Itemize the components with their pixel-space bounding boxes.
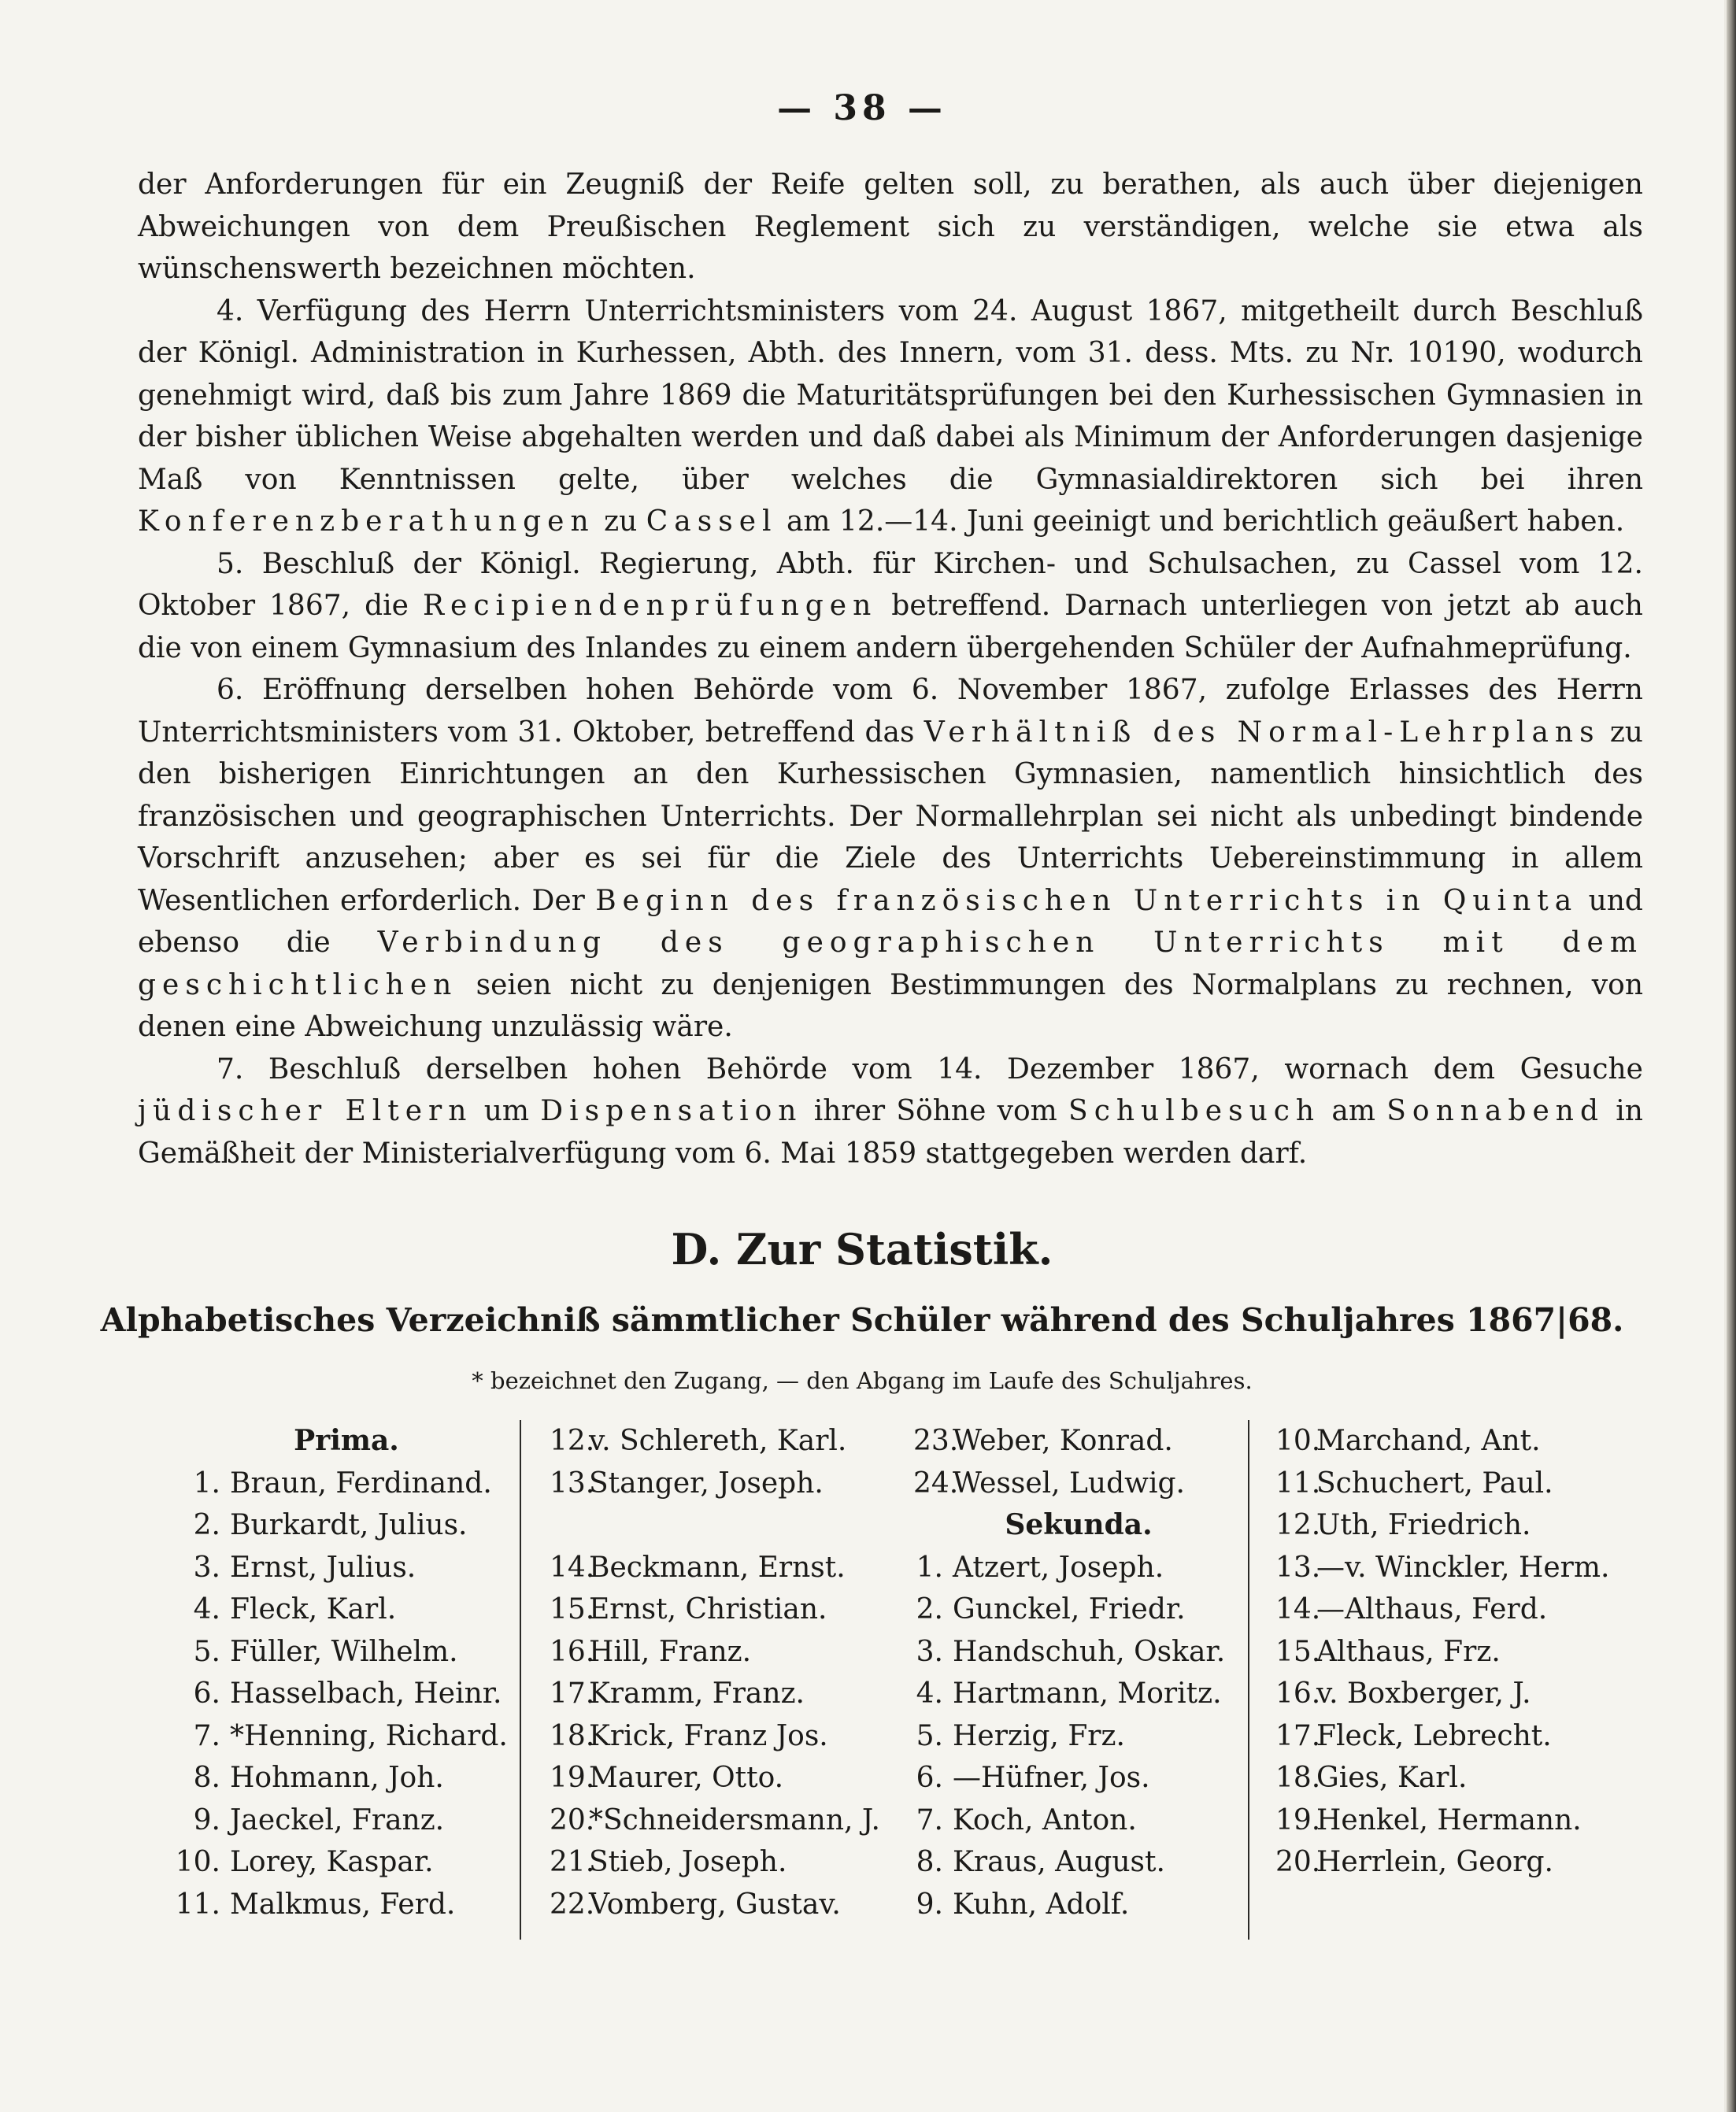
list-item [913,1673,1244,1715]
spaced-emphasis: Verhältniß des Normal-Lehrplans [924,716,1601,749]
student-name: Fleck, Lebrecht. [1316,1719,1552,1752]
text-run: ihrer Söhne vom [813,1095,1057,1127]
student-name: Malkmus, Ferd. [230,1888,456,1921]
list-item [173,1715,520,1758]
list-item [550,1589,880,1631]
roster-column-2 [550,1420,880,1925]
spaced-emphasis: Beginn des französischen Unterrichts in Quinta [595,884,1579,917]
student-name: Jaeckel, Franz. [230,1803,445,1836]
entry-number: 23. [913,1425,959,1457]
student-name: Kuhn, Adolf. [953,1888,1130,1921]
roster-column-4 [1275,1420,1669,1884]
entry-number: 6. [193,1677,220,1710]
student-name: Marchand, Ant. [1316,1425,1541,1457]
list-item [173,1504,520,1547]
text-run: und ebenso die [138,884,1643,959]
entry-number: 13. [1275,1551,1321,1584]
student-name: Kraus, August. [953,1846,1165,1878]
entry-number: 8. [916,1846,943,1878]
entry-number: 10. [1275,1425,1321,1457]
student-name: Krick, Franz Jos. [589,1719,828,1752]
entry-number: 14. [550,1551,595,1584]
student-name: Gunckel, Friedr. [953,1593,1186,1626]
student-name: Atzert, Joseph. [953,1551,1164,1584]
student-name: v. Boxberger, J. [1316,1677,1531,1710]
list-item [913,1420,1244,1463]
student-name: Herzig, Frz. [953,1719,1125,1752]
student-name: Schuchert, Paul. [1316,1467,1553,1500]
list-item [1275,1799,1669,1842]
text-run: um [483,1095,530,1127]
entry-number: 8. [193,1762,220,1794]
legend-footnote: * bezeichnet den Zugang, — den Abgang im Laufe des Schuljahres. [472,1367,1253,1394]
list-item [1275,1547,1669,1589]
student-name: Handschuh, Oskar. [953,1635,1226,1668]
entry-number: 15. [550,1593,595,1626]
spaced-emphasis: Cassel [646,505,778,538]
list-spacer [550,1504,880,1547]
entry-number: 18. [1275,1762,1321,1794]
text-run: am 12.—14. Juni geeinigt und berichtlich geäußert haben. [786,505,1625,538]
student-name: Ernst, Christian. [589,1593,827,1626]
list-item [550,1884,880,1926]
entry-number: 17. [550,1677,595,1710]
student-name: Maurer, Otto. [589,1762,784,1794]
text-run: 7. Beschluß derselben hohen Behörde vom 14. Dezember 1867, wornach dem Gesuche [217,1052,1643,1086]
student-name: Lorey, Kaspar. [230,1846,434,1878]
page-binding-edge [1727,0,1736,2112]
student-name: Beckmann, Ernst. [589,1551,846,1584]
text-run: 5. Beschluß der Königl. Regierung, Abth. für Kirchen- und Schulsachen, zu Cassel vom 12. Oktober 1867, die [138,547,1643,622]
text-run: in Gemäßheit der Ministerialverfügung vom 6. Mai 1859 stattgegeben werden darf. [138,1095,1643,1170]
roster-column-3 [913,1420,1244,1925]
spaced-emphasis: Sonnabend [1386,1095,1605,1127]
student-name: Hill, Franz. [589,1635,752,1668]
list-item [173,1589,520,1631]
text-run: am [1331,1095,1375,1127]
entry-number: 19. [550,1762,595,1794]
entry-number: 1. [193,1467,220,1500]
student-name: Koch, Anton. [953,1803,1137,1836]
entry-number: 3. [916,1635,943,1668]
entry-number: 5. [916,1719,943,1752]
list-item [173,1841,520,1884]
class-heading-sekunda: Sekunda. [1005,1508,1153,1541]
entry-number: 22. [550,1888,595,1921]
text-run: zu [604,505,638,538]
entry-number: 20. [1275,1846,1321,1878]
text-run: betreffend. Darnach unterliegen von jetzt ab auch die von einem Gymnasium des Inlandes zu einem andern übergehenden Schüler der Aufnahmeprüfung. [138,590,1643,664]
entry-number: 16. [550,1635,595,1668]
list-item [913,1715,1244,1758]
list-item [550,1631,880,1674]
list-item [1275,1631,1669,1674]
list-item [550,1799,880,1842]
student-name: Burkardt, Julius. [230,1509,468,1541]
spaced-emphasis: Konferenzberathungen [138,505,595,538]
list-item [173,1547,520,1589]
entry-number: 13. [550,1467,595,1500]
list-item [550,1547,880,1589]
student-name: Althaus, Frz. [1316,1635,1501,1668]
entry-number: 3. [193,1551,220,1584]
list-item [1275,1420,1669,1463]
entry-number: 11. [1275,1467,1321,1500]
column-divider [520,1420,521,1940]
text-run: 4. Verfügung des Herrn Unterrichtsministers vom 24. August 1867, mitgetheilt durch Beschluß der Königl. Administration in Kurhessen, Abth. des Innern, vom 31. dess. Mts. zu Nr. 10190, wodurch genehmigt wird, daß bis zum Jahre 1869 die Maturitätsprüfungen bei den Kurhessischen Gymnasien in der bisher üblichen Weise abgehalten werden und daß dabei als Minimum der Anforderungen dasjenige Maß von Kenntnissen gelte, über welches die Gymnasialdirektoren sich bei ihren [138,294,1643,496]
entry-number: 7. [193,1719,220,1752]
text-run: zu den bisherigen Einrichtungen an den Kurhessischen Gymnasien, namentlich hinsichtlich des französischen und geographischen Unterrichts. Der Normallehrplan sei nicht als unbedingt bindende Vorschrift anzusehen; aber es sei für die Ziele des Unterrichts Uebereinstimmung in allem Wesentlichen erforderlich. Der [138,716,1643,917]
entry-number: 16. [1275,1677,1321,1710]
entry-number: 18. [550,1719,595,1752]
spaced-emphasis: Recipiendenprüfungen [422,590,878,622]
student-name: Wessel, Ludwig. [953,1467,1185,1500]
student-name: *Henning, Richard. [230,1719,508,1752]
list-item [913,1884,1244,1926]
list-item [550,1420,880,1463]
list-item [550,1715,880,1758]
paragraph-continuation: der Anforderungen für ein Zeugniß der Reife gelten soll, zu berathen, als auch über diejenigen Abweichungen von dem Preußischen Reglement sich zu verständigen, welche sie etwa als wünschenswerth bezeichnen möchten. [138,168,1643,285]
list-item [550,1673,880,1715]
student-name: —v. Winckler, Herm. [1316,1551,1610,1584]
student-name: Uth, Friedrich. [1316,1509,1531,1541]
list-item [913,1757,1244,1799]
list-item [913,1841,1244,1884]
student-name: Henkel, Hermann. [1316,1803,1582,1836]
student-name: —Althaus, Ferd. [1316,1593,1548,1626]
student-name: Kramm, Franz. [589,1677,805,1710]
student-name: —Hüfner, Jos. [953,1762,1150,1794]
list-item [173,1463,520,1505]
entry-number: 17. [1275,1719,1321,1752]
list-item [913,1589,1244,1631]
list-heading: Alphabetisches Verzeichniß sämmtlicher Schüler während des Schuljahres 1867|68. [100,1301,1624,1339]
entry-number: 2. [916,1593,943,1626]
page-number: — 38 — [777,88,947,128]
entry-number: 4. [193,1593,220,1626]
text-run: seien nicht zu denjenigen Bestimmungen des Normalplans zu rechnen, von denen eine Abweichung unzulässig wäre. [138,968,1644,1043]
paragraph-item-7 [138,1049,1643,1175]
spaced-emphasis: Verbindung des geographischen Unterrichts mit dem geschichtlichen [138,927,1644,1001]
student-name: *Schneidersmann, J. [589,1803,880,1836]
list-item [1275,1589,1669,1631]
entry-number: 9. [193,1803,220,1836]
class-heading-prima: Prima. [294,1424,399,1457]
entry-number: 12. [1275,1509,1321,1541]
list-item [550,1463,880,1505]
paragraph-item-4 [138,290,1643,543]
entry-number: 7. [916,1803,943,1836]
list-item [913,1547,1244,1589]
student-name: Vomberg, Gustav. [589,1888,841,1921]
list-item [913,1799,1244,1842]
student-name: Ernst, Julius. [230,1551,416,1584]
entry-number: 19. [1275,1803,1321,1836]
roster-column-1 [173,1420,520,1925]
student-name: Füller, Wilhelm. [230,1635,458,1668]
student-name [579,1509,589,1541]
entry-number: 20. [550,1803,595,1836]
list-item [173,1673,520,1715]
list-item [1275,1673,1669,1715]
list-item [550,1841,880,1884]
column-divider [1248,1420,1249,1940]
entry-number: 11. [175,1888,220,1921]
entry-number: 2. [193,1509,220,1541]
entry-number: 12. [550,1425,595,1457]
student-name: Gies, Karl. [1316,1762,1468,1794]
student-name: Braun, Ferdinand. [230,1467,492,1500]
entry-number: 4. [916,1677,943,1710]
list-item [1275,1841,1669,1884]
entry-number: 10. [175,1846,220,1878]
list-item [1275,1504,1669,1547]
spaced-emphasis: jüdischer Eltern [138,1095,473,1127]
list-item [1275,1715,1669,1758]
text-run: 6. Eröffnung derselben hohen Behörde vom 6. November 1867, zufolge Erlasses des Herrn Unterrichtsministers vom 31. Oktober, betreffend das [138,674,1643,749]
entry-number: 6. [916,1762,943,1794]
entry-number: 5. [193,1635,220,1668]
regulations-text [138,164,1643,1174]
entry-number: 24. [913,1467,959,1500]
student-name: Weber, Konrad. [953,1425,1173,1457]
student-name: Hohmann, Joh. [230,1762,444,1794]
list-item [1275,1757,1669,1799]
entry-number: 1. [916,1551,943,1584]
entry-number: 14. [1275,1593,1321,1626]
spaced-emphasis: Schulbesuch [1068,1095,1321,1127]
list-item [173,1884,520,1926]
list-item [1275,1463,1669,1505]
section-heading: D. Zur Statistik. [671,1224,1053,1274]
student-name: v. Schlereth, Karl. [589,1425,847,1457]
entry-number: 15. [1275,1635,1321,1668]
list-item [173,1799,520,1842]
entry-number: 9. [916,1888,943,1921]
list-item [913,1631,1244,1674]
paragraph-item-6 [138,669,1643,1049]
student-name: Stieb, Joseph. [589,1846,787,1878]
student-name: Herrlein, Georg. [1316,1846,1553,1878]
list-item [913,1463,1244,1505]
paragraph-item-5 [138,543,1643,670]
list-item [550,1757,880,1799]
spaced-emphasis: Dispensation [540,1095,803,1127]
student-name: Stanger, Joseph. [589,1467,824,1500]
list-item [173,1631,520,1674]
student-name: Hasselbach, Heinr. [230,1677,502,1710]
student-name: Hartmann, Moritz. [953,1677,1222,1710]
list-item [173,1757,520,1799]
entry-number: 21. [550,1846,595,1878]
student-name: Fleck, Karl. [230,1593,397,1626]
